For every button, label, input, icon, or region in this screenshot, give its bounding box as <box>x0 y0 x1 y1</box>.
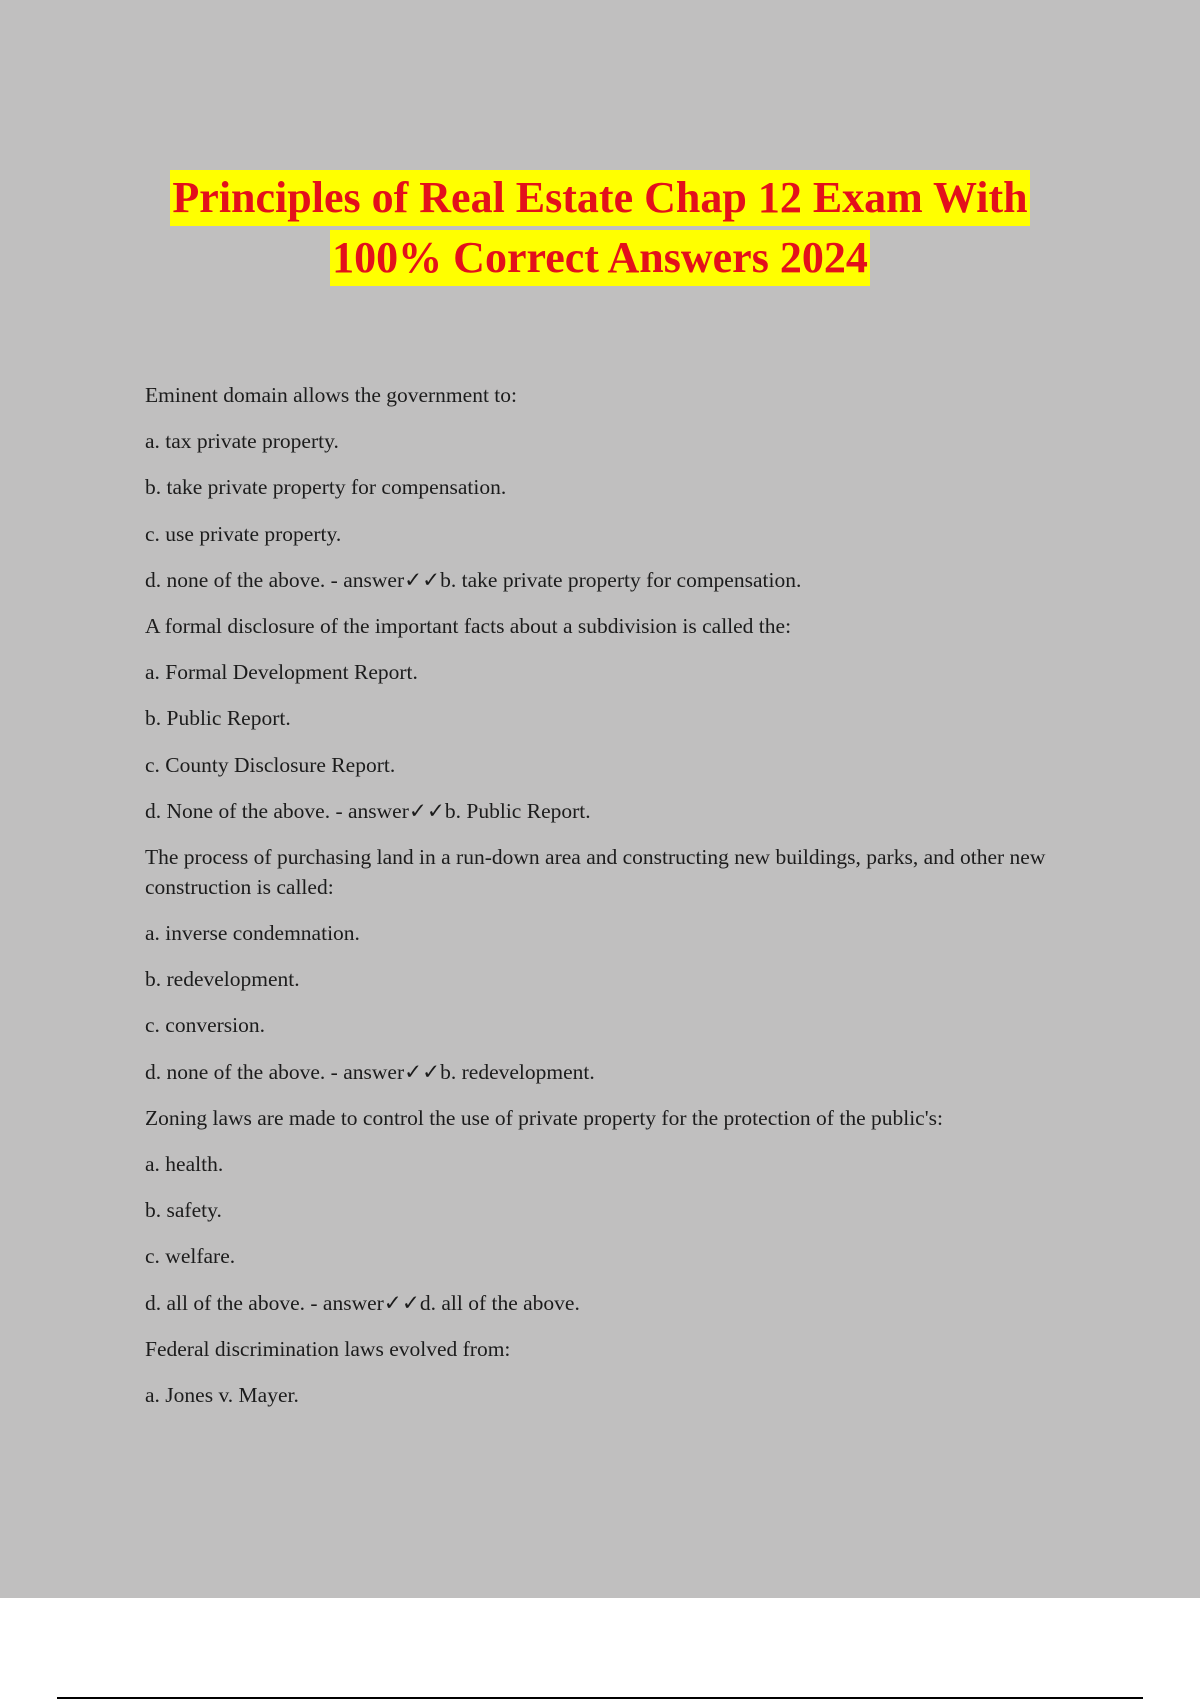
answer-line: d. none of the above. - answer✓✓b. redevelopment. <box>145 1059 595 1084</box>
option-line: a. Formal Development Report. <box>145 660 418 685</box>
option-line: b. safety. <box>145 1198 222 1223</box>
option-line: c. use private property. <box>145 521 342 546</box>
question-5: Federal discrimination laws evolved from: <box>145 1336 511 1361</box>
title-line-1: Principles of Real Estate Chap 12 Exam With <box>170 170 1029 226</box>
question-4: Zoning laws are made to control the use of private property for the protection of the public's: <box>145 1105 943 1130</box>
option-line: b. Public Report. <box>145 706 291 731</box>
question-list <box>145 380 1075 1426</box>
option-line: a. inverse condemnation. <box>145 921 360 946</box>
option-line: c. conversion. <box>145 1013 266 1038</box>
option-line: b. redevelopment. <box>145 967 300 992</box>
answer-line: d. none of the above. - answer✓✓b. take private property for compensation. <box>145 567 802 592</box>
option-line: b. take private property for compensation. <box>145 475 507 500</box>
question-2: A formal disclosure of the important facts about a subdivision is called the: <box>145 613 792 638</box>
option-line: a. health. <box>145 1152 224 1176</box>
question-1: Eminent domain allows the government to: <box>145 383 517 407</box>
option-line: a. tax private property. <box>145 429 339 454</box>
answer-line: d. all of the above. - answer✓✓d. all of the above. <box>145 1290 580 1315</box>
question-3: The process of purchasing land in a run-down area and constructing new buildings, parks, and other new construction is called: <box>145 844 1046 899</box>
answer-line: d. None of the above. - answer✓✓b. Public Report. <box>145 798 591 823</box>
option-line: c. welfare. <box>145 1244 236 1269</box>
option-line: c. County Disclosure Report. <box>145 752 396 777</box>
page-footer-area <box>0 1598 1200 1700</box>
footer-divider <box>57 1697 1143 1699</box>
title-line-2: 100% Correct Answers 2024 <box>330 230 870 286</box>
document-title <box>0 170 1200 290</box>
option-line: a. Jones v. Mayer. <box>145 1382 299 1407</box>
